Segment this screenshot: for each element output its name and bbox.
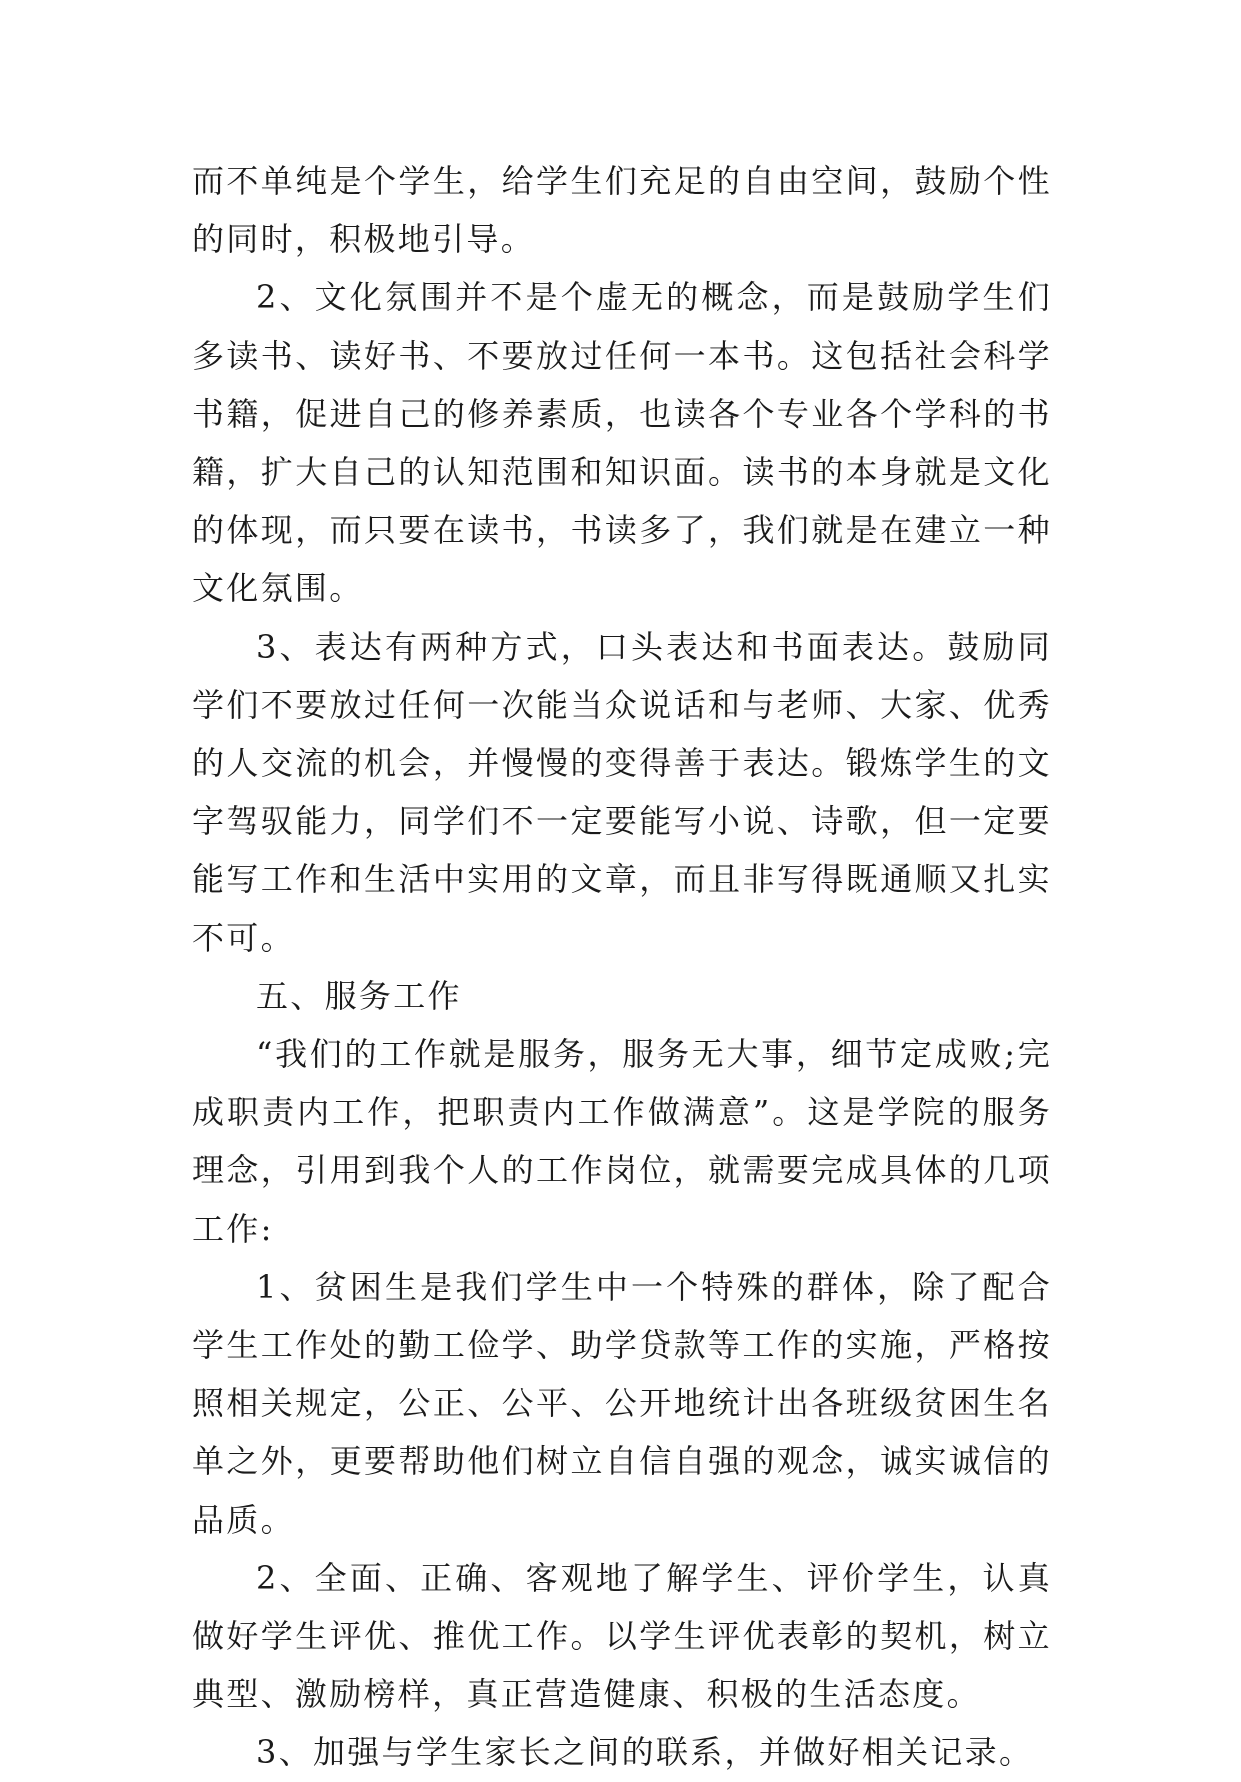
paragraph-service-quote: “我们的工作就是服务，服务无大事，细节定成败;完成职责内工作，把职责内工作做满意”。这是学院的服务理念，引用到我个人的工作岗位，就需要完成具体的几项工作: xyxy=(192,1035,1052,1248)
document-body xyxy=(192,152,1052,1782)
paragraph-item-2-culture: 2、文化氛围并不是个虚无的概念，而是鼓励学生们多读书、读好书、不要放过任何一本书。这包括社会科学书籍，促进自己的修养素质，也读各个专业各个学科的书籍，扩大自己的认知范围和知识面。读书的本身就是文化的体现，而只要在读书，书读多了，我们就是在建立一种文化氛围。 xyxy=(192,278,1052,608)
paragraph-continuation: 而不单纯是个学生，给学生们充足的自由空间，鼓励个性的同时，积极地引导。 xyxy=(192,162,1052,259)
paragraph-service-1: 1、贫困生是我们学生中一个特殊的群体，除了配合学生工作处的勤工俭学、助学贷款等工作的实施，严格按照相关规定，公正、公平、公开地统计出各班级贫困生名单之外，更要帮助他们树立自信自强的观念，诚实诚信的品质。 xyxy=(192,1267,1052,1539)
section-heading-service: 五、服务工作 xyxy=(256,976,462,1015)
paragraph-service-2: 2、全面、正确、客观地了解学生、评价学生，认真做好学生评优、推优工作。以学生评优表彰的契机，树立典型、激励榜样，真正营造健康、积极的生活态度。 xyxy=(192,1558,1052,1714)
paragraph-item-3-expression: 3、表达有两种方式，口头表达和书面表达。鼓励同学们不要放过任何一次能当众说话和与老师、大家、优秀的人交流的机会，并慢慢的变得善于表达。锻炼学生的文字驾驭能力，同学们不一定要能写小说、诗歌，但一定要能写工作和生活中实用的文章，而且非写得既通顺又扎实不可。 xyxy=(192,627,1052,957)
paragraph-service-3: 3、加强与学生家长之间的联系，并做好相关记录。 xyxy=(256,1733,1034,1772)
